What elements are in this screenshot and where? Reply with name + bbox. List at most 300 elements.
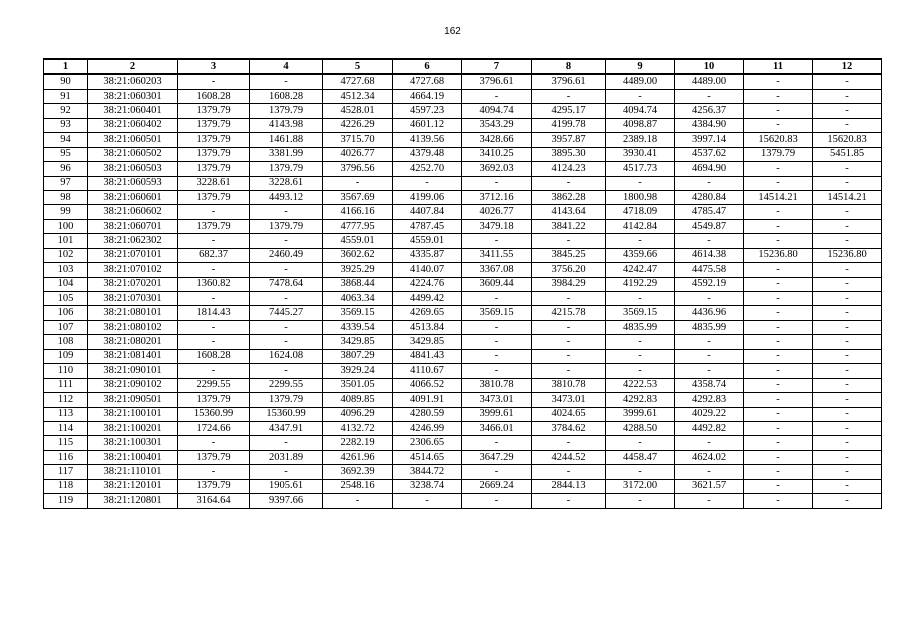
table-row (44, 277, 882, 291)
table-cell: 3796.61 (532, 74, 606, 89)
table-cell: 3602.62 (323, 248, 393, 262)
table-cell: 106 (44, 306, 88, 320)
table-cell: 682.37 (178, 248, 250, 262)
table-cell: 2306.65 (393, 436, 462, 450)
table-cell: - (744, 205, 813, 219)
table-cell: 1379.79 (178, 450, 250, 464)
table-cell: 3569.15 (323, 306, 393, 320)
table-cell: 4292.83 (606, 393, 675, 407)
table-cell: 4785.47 (675, 205, 744, 219)
table-cell: 4407.84 (393, 205, 462, 219)
table-cell: 4339.54 (323, 320, 393, 334)
table-cell: 38:21:060402 (88, 118, 178, 132)
table-body (44, 74, 882, 508)
table-row (44, 335, 882, 349)
table-cell: 4358.74 (675, 378, 744, 392)
table-cell: 1379.79 (744, 147, 813, 161)
table-cell: 38:21:060503 (88, 162, 178, 176)
table-cell: - (178, 205, 250, 219)
table-cell: - (813, 306, 882, 320)
table-cell: 4288.50 (606, 421, 675, 435)
table-cell: 1379.79 (178, 393, 250, 407)
table-cell: 4458.47 (606, 450, 675, 464)
table-cell: 4026.77 (462, 205, 532, 219)
table-cell: - (250, 205, 323, 219)
table-cell: 4096.29 (323, 407, 393, 421)
table-cell: - (250, 364, 323, 378)
column-header: 6 (393, 59, 462, 74)
table-cell: - (462, 292, 532, 306)
table-cell: - (462, 364, 532, 378)
table-row (44, 147, 882, 161)
table-cell: 4517.73 (606, 162, 675, 176)
table-cell: 101 (44, 234, 88, 248)
table-cell: 4787.45 (393, 219, 462, 233)
column-header: 9 (606, 59, 675, 74)
table-cell: 38:21:100201 (88, 421, 178, 435)
data-table (43, 58, 882, 509)
table-cell: 4199.06 (393, 190, 462, 204)
table-cell: - (462, 335, 532, 349)
table-cell: - (813, 436, 882, 450)
table-cell: 38:21:080101 (88, 306, 178, 320)
table-cell: 4215.78 (532, 306, 606, 320)
table-cell: 38:21:100401 (88, 450, 178, 464)
table-cell: 3984.29 (532, 277, 606, 291)
table-cell: 38:21:070301 (88, 292, 178, 306)
table-cell: 1379.79 (178, 479, 250, 493)
table-cell: - (178, 320, 250, 334)
table-cell: 105 (44, 292, 88, 306)
table-cell: 1608.28 (178, 349, 250, 363)
table-cell: 1379.79 (178, 118, 250, 132)
table-cell: 4777.95 (323, 219, 393, 233)
table-cell: - (178, 292, 250, 306)
table-cell: - (323, 494, 393, 508)
table-cell: - (744, 349, 813, 363)
table-cell: 99 (44, 205, 88, 219)
table-cell: - (532, 234, 606, 248)
table-cell: 4549.87 (675, 219, 744, 233)
table-cell: 4199.78 (532, 118, 606, 132)
table-cell: 3381.99 (250, 147, 323, 161)
table-cell: 9397.66 (250, 494, 323, 508)
table-cell: - (675, 292, 744, 306)
table-cell: 1379.79 (178, 133, 250, 147)
table-cell: 102 (44, 248, 88, 262)
table-cell: 4244.52 (532, 450, 606, 464)
table-cell: 2844.13 (532, 479, 606, 493)
table-cell: - (462, 234, 532, 248)
table-cell: 113 (44, 407, 88, 421)
table-cell: - (250, 335, 323, 349)
table-cell: - (178, 364, 250, 378)
table-cell: 1379.79 (250, 219, 323, 233)
table-cell: - (178, 74, 250, 89)
table-cell: 109 (44, 349, 88, 363)
table-cell: 3841.22 (532, 219, 606, 233)
table-cell: - (178, 436, 250, 450)
table-cell: - (532, 292, 606, 306)
table-cell: 4261.96 (323, 450, 393, 464)
table-cell: 4614.38 (675, 248, 744, 262)
table-cell: - (813, 378, 882, 392)
table-cell: 3543.29 (462, 118, 532, 132)
table-cell: 3569.15 (462, 306, 532, 320)
column-header: 3 (178, 59, 250, 74)
table-cell: 4256.37 (675, 104, 744, 118)
table-cell: - (462, 176, 532, 190)
table-cell: 98 (44, 190, 88, 204)
table-cell: 1608.28 (250, 89, 323, 103)
table-cell: - (813, 263, 882, 277)
table-cell: 38:21:100301 (88, 436, 178, 450)
table-cell: 3621.57 (675, 479, 744, 493)
table-cell: 38:21:062302 (88, 234, 178, 248)
table-cell: 4624.02 (675, 450, 744, 464)
table-cell: 4489.00 (675, 74, 744, 89)
table-cell: 4718.09 (606, 205, 675, 219)
table-cell: 4140.07 (393, 263, 462, 277)
table-cell: - (675, 89, 744, 103)
table-row (44, 263, 882, 277)
table-cell: - (462, 465, 532, 479)
table-cell: 3925.29 (323, 263, 393, 277)
page-number: 162 (444, 26, 461, 37)
table-cell: 4026.77 (323, 147, 393, 161)
table-cell: 3479.18 (462, 219, 532, 233)
table-cell: 4512.34 (323, 89, 393, 103)
table-cell: 4024.65 (532, 407, 606, 421)
table-cell: 15360.99 (250, 407, 323, 421)
table-cell: 1624.08 (250, 349, 323, 363)
table-cell: 2548.16 (323, 479, 393, 493)
table-cell: - (744, 494, 813, 508)
table-cell: - (178, 234, 250, 248)
table-cell: 4727.68 (323, 74, 393, 89)
table-cell: 3784.62 (532, 421, 606, 435)
table-cell: 1379.79 (178, 104, 250, 118)
table-cell: 3756.20 (532, 263, 606, 277)
table-cell: 104 (44, 277, 88, 291)
table-cell: 15620.83 (813, 133, 882, 147)
table-cell: - (675, 494, 744, 508)
table-cell: 114 (44, 421, 88, 435)
table-cell: - (250, 234, 323, 248)
table-cell: - (744, 292, 813, 306)
table-cell: 4269.65 (393, 306, 462, 320)
table-cell: - (813, 465, 882, 479)
table-cell: 4192.29 (606, 277, 675, 291)
table-cell: 4098.87 (606, 118, 675, 132)
table-cell: - (744, 393, 813, 407)
table-cell: - (606, 292, 675, 306)
table-cell: 4597.23 (393, 104, 462, 118)
table-cell: - (813, 450, 882, 464)
table-cell: 4528.01 (323, 104, 393, 118)
table-cell: 15236.80 (813, 248, 882, 262)
table-cell: - (813, 74, 882, 89)
table-cell: - (250, 320, 323, 334)
column-header: 4 (250, 59, 323, 74)
table-cell: 3929.24 (323, 364, 393, 378)
table-cell: - (532, 89, 606, 103)
table-cell: 3999.61 (606, 407, 675, 421)
table-cell: - (675, 234, 744, 248)
table-cell: 38:21:060301 (88, 89, 178, 103)
table-cell: - (744, 234, 813, 248)
table-cell: 92 (44, 104, 88, 118)
table-cell: 38:21:060602 (88, 205, 178, 219)
table-cell: 4436.96 (675, 306, 744, 320)
table-cell: 3172.00 (606, 479, 675, 493)
table-cell: - (744, 465, 813, 479)
table-cell: - (744, 89, 813, 103)
table-cell: - (813, 292, 882, 306)
table-cell: 4166.16 (323, 205, 393, 219)
table-cell: - (606, 349, 675, 363)
table-cell: 1461.88 (250, 133, 323, 147)
table-cell: 3895.30 (532, 147, 606, 161)
table-cell: 4066.52 (393, 378, 462, 392)
table-cell: 4242.47 (606, 263, 675, 277)
table-cell: 3410.25 (462, 147, 532, 161)
table-cell: 4139.56 (393, 133, 462, 147)
column-header: 1 (44, 59, 88, 74)
table-cell: 3411.55 (462, 248, 532, 262)
table-cell: - (675, 465, 744, 479)
table-cell: 38:21:060593 (88, 176, 178, 190)
table-cell: 107 (44, 320, 88, 334)
table-cell: 3796.61 (462, 74, 532, 89)
table-cell: 38:21:100101 (88, 407, 178, 421)
table-cell: - (675, 364, 744, 378)
table-cell: - (675, 176, 744, 190)
table-cell: 3692.03 (462, 162, 532, 176)
table-cell: - (323, 176, 393, 190)
table-cell: - (744, 364, 813, 378)
table-cell: - (606, 494, 675, 508)
table-cell: 4727.68 (393, 74, 462, 89)
table-cell: 4359.66 (606, 248, 675, 262)
table-cell: - (532, 320, 606, 334)
table-cell: - (393, 176, 462, 190)
table-cell: - (532, 436, 606, 450)
table-cell: 4132.72 (323, 421, 393, 435)
table-cell: - (532, 364, 606, 378)
table-cell: - (606, 89, 675, 103)
table-cell: - (813, 277, 882, 291)
table-cell: - (744, 421, 813, 435)
table-cell: 15360.99 (178, 407, 250, 421)
table-cell: 4089.85 (323, 393, 393, 407)
table-row (44, 494, 882, 508)
table-cell: 38:21:060401 (88, 104, 178, 118)
table-cell: 3647.29 (462, 450, 532, 464)
table-cell: - (744, 378, 813, 392)
table-cell: 4063.34 (323, 292, 393, 306)
table-cell: 112 (44, 393, 88, 407)
table-cell: - (744, 436, 813, 450)
table-cell: - (606, 234, 675, 248)
table-cell: - (675, 436, 744, 450)
table-cell: - (532, 335, 606, 349)
table-cell: - (813, 162, 882, 176)
table-cell: - (744, 306, 813, 320)
table-cell: 4224.76 (393, 277, 462, 291)
table-cell: 117 (44, 465, 88, 479)
table-cell: 38:21:060601 (88, 190, 178, 204)
table-row (44, 118, 882, 132)
table-cell: 93 (44, 118, 88, 132)
table-cell: 3796.56 (323, 162, 393, 176)
table-cell: 4142.84 (606, 219, 675, 233)
column-header: 11 (744, 59, 813, 74)
table-cell: 4559.01 (323, 234, 393, 248)
table-cell: 4384.90 (675, 118, 744, 132)
table-cell: - (462, 494, 532, 508)
table-row (44, 450, 882, 464)
table-cell: - (744, 162, 813, 176)
table-row (44, 162, 882, 176)
table-cell: 100 (44, 219, 88, 233)
table-cell: - (813, 349, 882, 363)
table-cell: 3692.39 (323, 465, 393, 479)
table-cell: - (813, 118, 882, 132)
table-cell: 4295.17 (532, 104, 606, 118)
table-row (44, 133, 882, 147)
table-cell: 38:21:120101 (88, 479, 178, 493)
table-row (44, 205, 882, 219)
table-cell: - (744, 219, 813, 233)
table-cell: 4475.58 (675, 263, 744, 277)
table-cell: 4835.99 (675, 320, 744, 334)
table-cell: 3473.01 (462, 393, 532, 407)
table-cell: 3845.25 (532, 248, 606, 262)
table-cell: - (606, 436, 675, 450)
table-cell: 38:21:090501 (88, 393, 178, 407)
table-cell: 3930.41 (606, 147, 675, 161)
table-cell: 4513.84 (393, 320, 462, 334)
table-cell: 14514.21 (813, 190, 882, 204)
table-cell: 4124.23 (532, 162, 606, 176)
table-cell: 2282.19 (323, 436, 393, 450)
table-cell: - (744, 450, 813, 464)
table-cell: 15236.80 (744, 248, 813, 262)
table-cell: 4664.19 (393, 89, 462, 103)
table-row (44, 190, 882, 204)
table-cell: - (813, 335, 882, 349)
column-header: 12 (813, 59, 882, 74)
table-row (44, 292, 882, 306)
table-cell: 4280.84 (675, 190, 744, 204)
table-cell: 3567.69 (323, 190, 393, 204)
table-row (44, 421, 882, 435)
table-cell: 3844.72 (393, 465, 462, 479)
table-cell: 2031.89 (250, 450, 323, 464)
table-cell: 38:21:070102 (88, 263, 178, 277)
table-cell: 3997.14 (675, 133, 744, 147)
table-cell: 1379.79 (250, 393, 323, 407)
table-row (44, 320, 882, 334)
table-cell: 1379.79 (178, 190, 250, 204)
table-cell: 5451.85 (813, 147, 882, 161)
table-cell: - (813, 234, 882, 248)
table-cell: 1379.79 (250, 162, 323, 176)
table-cell: 1379.79 (250, 104, 323, 118)
table-cell: - (178, 263, 250, 277)
table-cell: - (462, 89, 532, 103)
table-cell: - (744, 407, 813, 421)
table-cell: 38:21:060502 (88, 147, 178, 161)
table-cell: 90 (44, 74, 88, 89)
table-cell: - (744, 263, 813, 277)
table-cell: - (813, 494, 882, 508)
column-header: 2 (88, 59, 178, 74)
table-cell: - (813, 479, 882, 493)
table-row (44, 104, 882, 118)
table-row (44, 364, 882, 378)
table-cell: 2299.55 (178, 378, 250, 392)
table-cell: - (250, 74, 323, 89)
table-cell: 38:21:090101 (88, 364, 178, 378)
table-cell: 3429.85 (323, 335, 393, 349)
table-cell: - (813, 320, 882, 334)
table-cell: 38:21:110101 (88, 465, 178, 479)
table-cell: - (744, 104, 813, 118)
table-cell: 3238.74 (393, 479, 462, 493)
table-cell: 4110.67 (393, 364, 462, 378)
table-cell: - (462, 349, 532, 363)
table-cell: 4335.87 (393, 248, 462, 262)
table-cell: - (813, 219, 882, 233)
table-cell: 4094.74 (462, 104, 532, 118)
header-row (44, 59, 882, 74)
table-cell: 4493.12 (250, 190, 323, 204)
table-cell: 3429.85 (393, 335, 462, 349)
table-cell: 38:21:060701 (88, 219, 178, 233)
table-cell: 7478.64 (250, 277, 323, 291)
table-cell: 3999.61 (462, 407, 532, 421)
table-cell: 116 (44, 450, 88, 464)
table-cell: - (744, 74, 813, 89)
table-cell: 4347.91 (250, 421, 323, 435)
table-cell: 7445.27 (250, 306, 323, 320)
table-cell: 4694.90 (675, 162, 744, 176)
table-row (44, 436, 882, 450)
table-cell: - (462, 436, 532, 450)
table-cell: 3862.28 (532, 190, 606, 204)
table-cell: 4143.98 (250, 118, 323, 132)
table-cell: 2299.55 (250, 378, 323, 392)
table-cell: 4091.91 (393, 393, 462, 407)
table-cell: - (250, 465, 323, 479)
table-cell: - (744, 335, 813, 349)
table-cell: 3501.05 (323, 378, 393, 392)
table-cell: - (606, 465, 675, 479)
table-cell: 38:21:081401 (88, 349, 178, 363)
table-cell: 3367.08 (462, 263, 532, 277)
table-row (44, 378, 882, 392)
table-cell: 1379.79 (178, 219, 250, 233)
table-cell: 111 (44, 378, 88, 392)
table-row (44, 176, 882, 190)
table-cell: 38:21:080102 (88, 320, 178, 334)
table-row (44, 74, 882, 89)
table-cell: 4379.48 (393, 147, 462, 161)
table-cell: 3715.70 (323, 133, 393, 147)
table-cell: 3228.61 (250, 176, 323, 190)
